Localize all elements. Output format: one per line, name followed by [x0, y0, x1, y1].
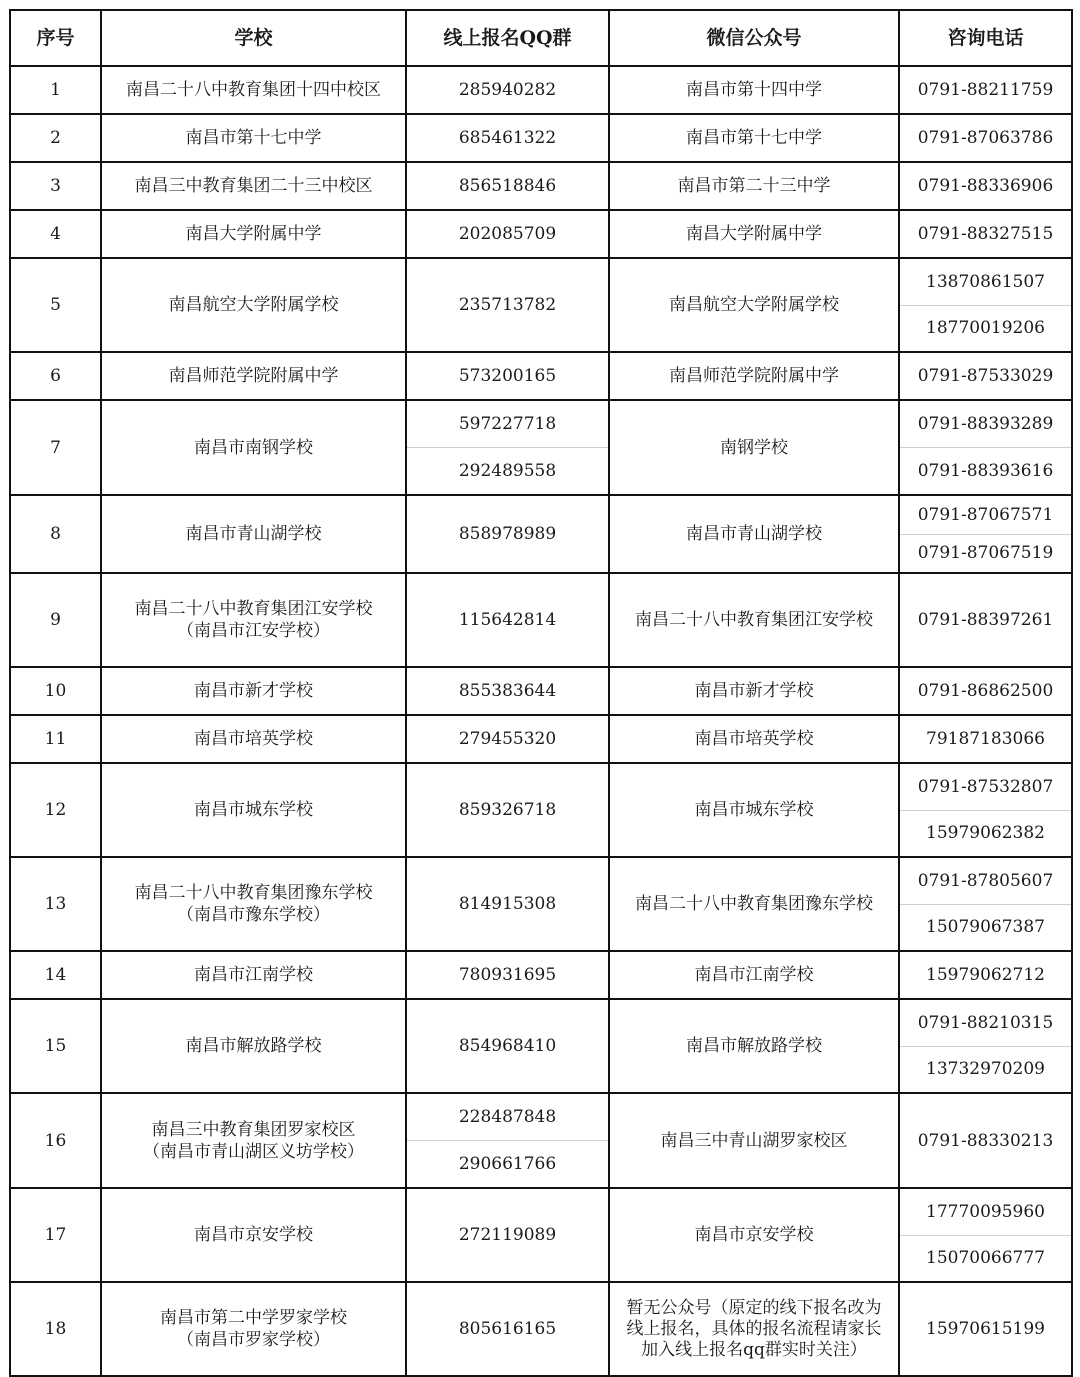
- table-row: [10, 573, 1072, 667]
- wechat-cell: [609, 352, 899, 400]
- wechat-cell: [609, 258, 899, 352]
- qq-group-value: 279455320: [458, 729, 557, 749]
- table-row: [10, 763, 1072, 857]
- row-index: 12: [10, 763, 101, 857]
- qq-group-cell: [406, 1093, 609, 1188]
- wechat-cell: [609, 715, 899, 763]
- qq-group-value: 290661766: [407, 1140, 608, 1187]
- phone-cell: [899, 857, 1072, 951]
- school-name: 南昌市青山湖学校: [185, 524, 322, 544]
- school-alias: （南昌市青山湖区义坊学校）: [143, 1141, 364, 1162]
- qq-group-cell: [406, 667, 609, 715]
- table-row: [10, 352, 1072, 400]
- qq-group-value: 856518846: [458, 176, 557, 196]
- phone-cell: [899, 667, 1072, 715]
- school-cell: [101, 573, 406, 667]
- phone-cell: [899, 715, 1072, 763]
- table-row: [10, 210, 1072, 258]
- qq-group-value: 855383644: [458, 681, 557, 701]
- qq-group-cell: [406, 162, 609, 210]
- qq-group-value: 805616165: [458, 1319, 557, 1339]
- table-row: [10, 114, 1072, 162]
- qq-group-cell: [406, 352, 609, 400]
- phone-value: 0791-87063786: [917, 128, 1054, 148]
- school-cell: [101, 1093, 406, 1188]
- school-cell: [101, 999, 406, 1093]
- school-cell: [101, 715, 406, 763]
- phone-value: 0791-88397261: [917, 610, 1054, 630]
- row-index: 5: [10, 258, 101, 352]
- table-header-row: [10, 10, 1072, 66]
- wechat-cell: [609, 1093, 899, 1188]
- table-row: [10, 999, 1072, 1093]
- row-index: 15: [10, 999, 101, 1093]
- phone-cell: [899, 495, 1072, 573]
- wechat-account: 南昌大学附属中学: [686, 224, 822, 244]
- school-name: 南昌市京安学校: [194, 1225, 313, 1245]
- wechat-account: 南昌市培英学校: [694, 729, 814, 749]
- school-cell: [101, 951, 406, 999]
- wechat-account: 南昌市第十七中学: [686, 128, 822, 148]
- header-phone: 咨询电话: [899, 10, 1072, 66]
- phone-cell: [899, 573, 1072, 667]
- phone-value: 0791-88393289: [917, 414, 1054, 434]
- wechat-account: 南昌市京安学校: [694, 1225, 814, 1245]
- school-name: 南昌师范学院附属中学: [168, 366, 339, 386]
- phone-cell: [899, 66, 1072, 114]
- school-cell: [101, 66, 406, 114]
- row-index: 2: [10, 114, 101, 162]
- phone-cell: [899, 1093, 1072, 1188]
- qq-group-cell: [406, 573, 609, 667]
- school-name: 南昌市第二中学罗家学校: [160, 1308, 347, 1328]
- table-row: [10, 715, 1072, 763]
- wechat-account: 南昌市江南学校: [694, 965, 814, 985]
- school-cell: [101, 162, 406, 210]
- school-alias: （南昌市罗家学校）: [177, 1330, 330, 1350]
- school-name: 南昌市第十七中学: [185, 128, 322, 148]
- phone-cell: [899, 763, 1072, 857]
- school-cell: [101, 857, 406, 951]
- wechat-cell: [609, 210, 899, 258]
- header-index: 序号: [10, 10, 101, 66]
- wechat-account: 南钢学校: [720, 437, 788, 458]
- qq-group-value: 228487848: [458, 1107, 557, 1127]
- table-row: [10, 1188, 1072, 1282]
- wechat-cell: [609, 573, 899, 667]
- school-name: 南昌航空大学附属学校: [168, 295, 339, 315]
- row-index: 13: [10, 857, 101, 951]
- header-wechat: 微信公众号: [609, 10, 899, 66]
- school-cell: [101, 495, 406, 573]
- row-index: 7: [10, 400, 101, 495]
- qq-group-cell: [406, 715, 609, 763]
- phone-cell: [899, 999, 1072, 1093]
- school-alias: （南昌市江安学校）: [177, 621, 330, 641]
- phone-value: 0791-87533029: [917, 366, 1054, 386]
- qq-group-value: 115642814: [458, 610, 557, 630]
- phone-value: 0791-88327515: [917, 224, 1054, 244]
- wechat-cell: [609, 162, 899, 210]
- table-row: [10, 1282, 1072, 1376]
- row-index: 6: [10, 352, 101, 400]
- qq-group-value: 235713782: [458, 295, 557, 315]
- school-cell: [101, 114, 406, 162]
- phone-value: 0791-87067519: [900, 534, 1071, 573]
- wechat-account: 南昌二十八中教育集团豫东学校: [635, 894, 873, 914]
- school-alias: （南昌市豫东学校）: [177, 905, 330, 925]
- qq-group-value: 573200165: [458, 366, 557, 386]
- wechat-cell: [609, 66, 899, 114]
- wechat-account: 南昌市第二十三中学: [677, 176, 831, 196]
- phone-value: 0791-87067571: [917, 504, 1054, 525]
- qq-group-cell: [406, 400, 609, 495]
- phone-cell: [899, 352, 1072, 400]
- phone-value: 0791-88330213: [917, 1130, 1054, 1151]
- phone-value: 0791-88211759: [917, 80, 1054, 100]
- school-name: 南昌市南钢学校: [194, 437, 313, 458]
- wechat-cell: [609, 400, 899, 495]
- school-name: 南昌市解放路学校: [185, 1036, 322, 1056]
- school-cell: [101, 1188, 406, 1282]
- phone-value: 15079067387: [900, 904, 1071, 951]
- qq-group-value: 780931695: [458, 965, 557, 985]
- wechat-cell: [609, 1188, 899, 1282]
- wechat-account: 南昌市城东学校: [694, 800, 814, 820]
- header-qq-group: 线上报名QQ群: [406, 10, 609, 66]
- school-name: 南昌二十八中教育集团豫东学校: [134, 883, 373, 903]
- phone-value: 0791-88393616: [900, 447, 1071, 494]
- qq-group-cell: [406, 66, 609, 114]
- phone-cell: [899, 210, 1072, 258]
- school-name: 南昌二十八中教育集团江安学校: [134, 599, 373, 619]
- qq-group-cell: [406, 1188, 609, 1282]
- phone-value: 79187183066: [926, 729, 1045, 749]
- wechat-cell: [609, 951, 899, 999]
- school-name: 南昌二十八中教育集团十四中校区: [126, 80, 381, 100]
- table-row: [10, 258, 1072, 352]
- phone-cell: [899, 258, 1072, 352]
- school-cell: [101, 352, 406, 400]
- wechat-account: 南昌二十八中教育集团江安学校: [635, 610, 873, 630]
- phone-value: 15970615199: [926, 1319, 1045, 1339]
- wechat-account: 南昌师范学院附属中学: [669, 366, 839, 386]
- table-row: [10, 1093, 1072, 1188]
- phone-cell: [899, 114, 1072, 162]
- school-cell: [101, 400, 406, 495]
- table-row: [10, 667, 1072, 715]
- qq-group-cell: [406, 999, 609, 1093]
- phone-value: 0791-86862500: [917, 681, 1054, 701]
- row-index: 1: [10, 66, 101, 114]
- row-index: 4: [10, 210, 101, 258]
- row-index: 8: [10, 495, 101, 573]
- school-cell: [101, 210, 406, 258]
- wechat-account: 暂无公众号（原定的线下报名改为线上报名，具体的报名流程请家长加入线上报名qq群实时关注）: [626, 1297, 882, 1360]
- table-row: [10, 495, 1072, 573]
- qq-group-value: 292489558: [407, 447, 608, 494]
- school-cell: [101, 763, 406, 857]
- qq-group-value: 202085709: [458, 224, 557, 244]
- qq-group-value: 597227718: [458, 414, 557, 434]
- phone-cell: [899, 162, 1072, 210]
- school-cell: [101, 1282, 406, 1376]
- phone-value: 15979062712: [926, 965, 1045, 985]
- qq-group-value: 685461322: [458, 128, 557, 148]
- qq-group-value: 285940282: [458, 80, 557, 100]
- school-name: 南昌市城东学校: [194, 800, 313, 820]
- row-index: 18: [10, 1282, 101, 1376]
- qq-group-cell: [406, 114, 609, 162]
- phone-value: 15070066777: [900, 1235, 1071, 1282]
- wechat-cell: [609, 857, 899, 951]
- phone-value: 0791-88210315: [917, 1012, 1054, 1033]
- phone-value: 15979062382: [900, 810, 1071, 857]
- table-row: [10, 951, 1072, 999]
- qq-group-cell: [406, 763, 609, 857]
- wechat-account: 南昌航空大学附属学校: [669, 295, 839, 315]
- header-school: 学校: [101, 10, 406, 66]
- row-index: 9: [10, 573, 101, 667]
- phone-value: 13870861507: [926, 271, 1045, 292]
- school-name: 南昌大学附属中学: [185, 224, 322, 244]
- phone-value: 0791-87805607: [917, 870, 1054, 891]
- table-row: [10, 857, 1072, 951]
- school-name: 南昌市培英学校: [194, 729, 313, 749]
- qq-group-cell: [406, 210, 609, 258]
- qq-group-value: 859326718: [458, 800, 557, 820]
- qq-group-cell: [406, 258, 609, 352]
- table-row: [10, 162, 1072, 210]
- row-index: 10: [10, 667, 101, 715]
- wechat-cell: [609, 495, 899, 573]
- wechat-account: 南昌市解放路学校: [686, 1036, 822, 1056]
- school-cell: [101, 258, 406, 352]
- phone-value: 17770095960: [926, 1201, 1045, 1222]
- phone-cell: [899, 1188, 1072, 1282]
- phone-cell: [899, 1282, 1072, 1376]
- school-registration-table: [9, 9, 1073, 1377]
- wechat-account: 南昌三中青山湖罗家校区: [660, 1130, 848, 1151]
- phone-cell: [899, 951, 1072, 999]
- qq-group-value: 854968410: [458, 1036, 557, 1056]
- wechat-cell: [609, 763, 899, 857]
- phone-value: 0791-88336906: [917, 176, 1054, 196]
- qq-group-value: 814915308: [458, 894, 557, 914]
- table-row: [10, 400, 1072, 495]
- phone-value: 0791-87532807: [917, 776, 1054, 797]
- school-name: 南昌市江南学校: [194, 965, 313, 985]
- table-body: [10, 66, 1072, 1376]
- row-index: 17: [10, 1188, 101, 1282]
- qq-group-value: 272119089: [458, 1225, 557, 1245]
- row-index: 16: [10, 1093, 101, 1188]
- qq-group-value: 858978989: [458, 524, 557, 544]
- qq-group-cell: [406, 1282, 609, 1376]
- phone-value: 13732970209: [900, 1046, 1071, 1093]
- wechat-cell: [609, 667, 899, 715]
- wechat-cell: [609, 1282, 899, 1376]
- phone-cell: [899, 400, 1072, 495]
- wechat-account: 南昌市新才学校: [694, 681, 814, 701]
- row-index: 3: [10, 162, 101, 210]
- school-name: 南昌三中教育集团二十三中校区: [134, 176, 373, 196]
- qq-group-cell: [406, 951, 609, 999]
- wechat-account: 南昌市第十四中学: [686, 80, 822, 100]
- qq-group-cell: [406, 857, 609, 951]
- qq-group-cell: [406, 495, 609, 573]
- phone-value: 18770019206: [900, 305, 1071, 352]
- table-row: [10, 66, 1072, 114]
- school-name: 南昌三中教育集团罗家校区: [151, 1119, 356, 1140]
- row-index: 11: [10, 715, 101, 763]
- wechat-account: 南昌市青山湖学校: [686, 524, 822, 544]
- wechat-cell: [609, 114, 899, 162]
- school-name: 南昌市新才学校: [194, 681, 313, 701]
- row-index: 14: [10, 951, 101, 999]
- wechat-cell: [609, 999, 899, 1093]
- school-cell: [101, 667, 406, 715]
